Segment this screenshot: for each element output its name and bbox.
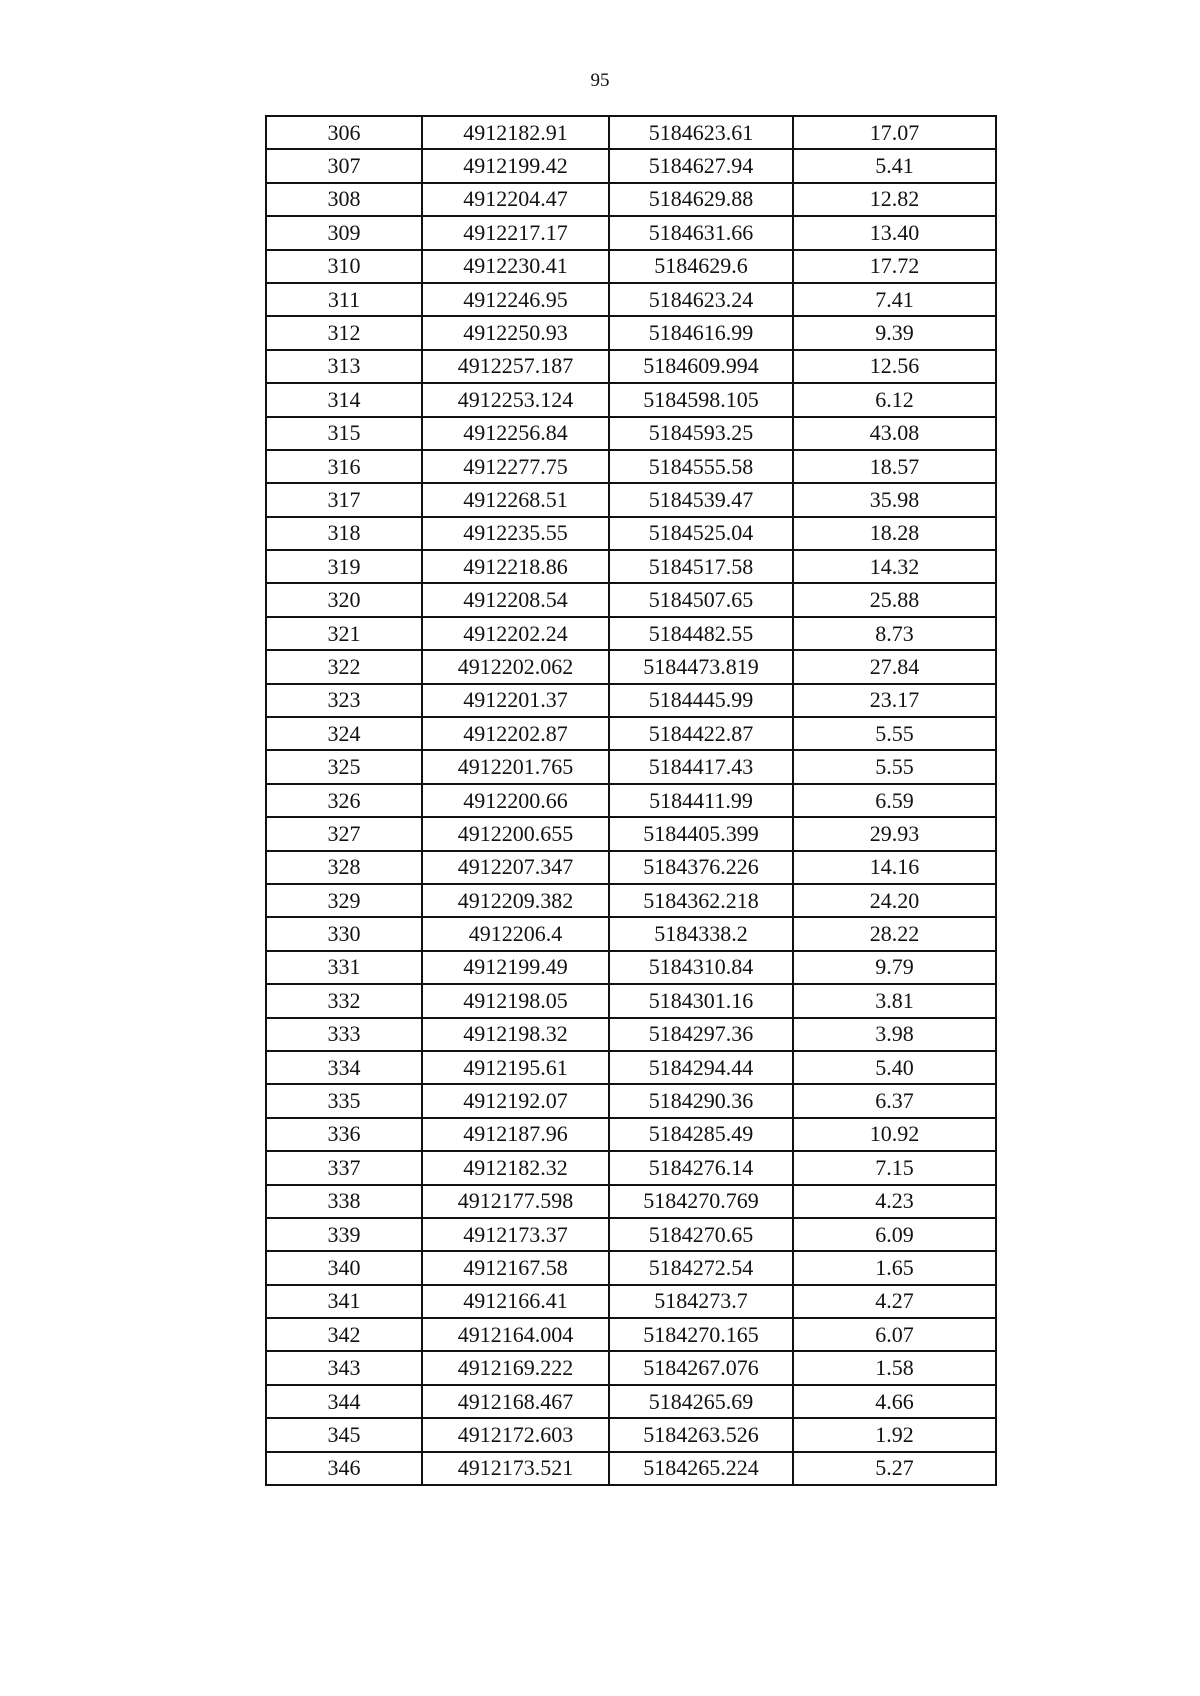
distance-cell: 4.23 <box>793 1185 996 1218</box>
table-row <box>266 1051 996 1084</box>
y-coordinate-cell: 5184270.65 <box>609 1218 793 1251</box>
distance-cell: 17.07 <box>793 116 996 149</box>
table-row <box>266 817 996 850</box>
x-coordinate-cell: 4912182.91 <box>422 116 609 149</box>
distance-cell: 25.88 <box>793 583 996 616</box>
y-coordinate-cell: 5184290.36 <box>609 1084 793 1117</box>
point-number-cell: 343 <box>266 1351 422 1384</box>
point-number-cell: 342 <box>266 1318 422 1351</box>
table-row <box>266 250 996 283</box>
table-row <box>266 717 996 750</box>
y-coordinate-cell: 5184265.69 <box>609 1385 793 1418</box>
table-row <box>266 316 996 349</box>
x-coordinate-cell: 4912187.96 <box>422 1118 609 1151</box>
x-coordinate-cell: 4912200.655 <box>422 817 609 850</box>
x-coordinate-cell: 4912206.4 <box>422 917 609 950</box>
x-coordinate-cell: 4912204.47 <box>422 183 609 216</box>
y-coordinate-cell: 5184276.14 <box>609 1151 793 1184</box>
y-coordinate-cell: 5184445.99 <box>609 684 793 717</box>
table-row <box>266 1385 996 1418</box>
coordinates-table <box>265 115 997 1486</box>
y-coordinate-cell: 5184623.24 <box>609 283 793 316</box>
x-coordinate-cell: 4912201.37 <box>422 684 609 717</box>
distance-cell: 6.12 <box>793 383 996 416</box>
distance-cell: 9.39 <box>793 316 996 349</box>
point-number-cell: 311 <box>266 283 422 316</box>
point-number-cell: 339 <box>266 1218 422 1251</box>
table-row <box>266 149 996 182</box>
y-coordinate-cell: 5184273.7 <box>609 1285 793 1318</box>
distance-cell: 14.16 <box>793 851 996 884</box>
x-coordinate-cell: 4912177.598 <box>422 1185 609 1218</box>
table-row <box>266 951 996 984</box>
y-coordinate-cell: 5184310.84 <box>609 951 793 984</box>
point-number-cell: 329 <box>266 884 422 917</box>
x-coordinate-cell: 4912230.41 <box>422 250 609 283</box>
point-number-cell: 334 <box>266 1051 422 1084</box>
table-row <box>266 383 996 416</box>
point-number-cell: 332 <box>266 984 422 1017</box>
point-number-cell: 341 <box>266 1285 422 1318</box>
y-coordinate-cell: 5184297.36 <box>609 1018 793 1051</box>
x-coordinate-cell: 4912192.07 <box>422 1084 609 1117</box>
point-number-cell: 309 <box>266 216 422 249</box>
table-row <box>266 183 996 216</box>
point-number-cell: 314 <box>266 383 422 416</box>
x-coordinate-cell: 4912277.75 <box>422 450 609 483</box>
x-coordinate-cell: 4912202.24 <box>422 617 609 650</box>
table-row <box>266 283 996 316</box>
page-number: 95 <box>590 70 610 91</box>
distance-cell: 6.59 <box>793 784 996 817</box>
y-coordinate-cell: 5184555.58 <box>609 450 793 483</box>
distance-cell: 23.17 <box>793 684 996 717</box>
distance-cell: 10.92 <box>793 1118 996 1151</box>
table-row <box>266 116 996 149</box>
y-coordinate-cell: 5184616.99 <box>609 316 793 349</box>
point-number-cell: 318 <box>266 517 422 550</box>
distance-cell: 18.28 <box>793 517 996 550</box>
y-coordinate-cell: 5184362.218 <box>609 884 793 917</box>
x-coordinate-cell: 4912256.84 <box>422 417 609 450</box>
table-row <box>266 784 996 817</box>
table-row <box>266 216 996 249</box>
y-coordinate-cell: 5184267.076 <box>609 1351 793 1384</box>
point-number-cell: 328 <box>266 851 422 884</box>
x-coordinate-cell: 4912168.467 <box>422 1385 609 1418</box>
x-coordinate-cell: 4912257.187 <box>422 350 609 383</box>
y-coordinate-cell: 5184517.58 <box>609 550 793 583</box>
y-coordinate-cell: 5184294.44 <box>609 1051 793 1084</box>
distance-cell: 3.98 <box>793 1018 996 1051</box>
x-coordinate-cell: 4912268.51 <box>422 483 609 516</box>
x-coordinate-cell: 4912164.004 <box>422 1318 609 1351</box>
y-coordinate-cell: 5184285.49 <box>609 1118 793 1151</box>
distance-cell: 5.55 <box>793 750 996 783</box>
point-number-cell: 340 <box>266 1251 422 1284</box>
point-number-cell: 317 <box>266 483 422 516</box>
distance-cell: 8.73 <box>793 617 996 650</box>
point-number-cell: 338 <box>266 1185 422 1218</box>
point-number-cell: 307 <box>266 149 422 182</box>
x-coordinate-cell: 4912169.222 <box>422 1351 609 1384</box>
distance-cell: 7.15 <box>793 1151 996 1184</box>
table-row <box>266 1018 996 1051</box>
x-coordinate-cell: 4912200.66 <box>422 784 609 817</box>
point-number-cell: 321 <box>266 617 422 650</box>
x-coordinate-cell: 4912199.49 <box>422 951 609 984</box>
table-row <box>266 1251 996 1284</box>
point-number-cell: 313 <box>266 350 422 383</box>
point-number-cell: 325 <box>266 750 422 783</box>
distance-cell: 43.08 <box>793 417 996 450</box>
point-number-cell: 323 <box>266 684 422 717</box>
table-row <box>266 1084 996 1117</box>
x-coordinate-cell: 4912198.32 <box>422 1018 609 1051</box>
distance-cell: 6.07 <box>793 1318 996 1351</box>
point-number-cell: 346 <box>266 1452 422 1485</box>
x-coordinate-cell: 4912246.95 <box>422 283 609 316</box>
table-row <box>266 517 996 550</box>
point-number-cell: 324 <box>266 717 422 750</box>
distance-cell: 7.41 <box>793 283 996 316</box>
distance-cell: 12.56 <box>793 350 996 383</box>
table-row <box>266 650 996 683</box>
x-coordinate-cell: 4912209.382 <box>422 884 609 917</box>
point-number-cell: 345 <box>266 1418 422 1451</box>
y-coordinate-cell: 5184411.99 <box>609 784 793 817</box>
table-row <box>266 684 996 717</box>
y-coordinate-cell: 5184629.88 <box>609 183 793 216</box>
point-number-cell: 315 <box>266 417 422 450</box>
point-number-cell: 306 <box>266 116 422 149</box>
y-coordinate-cell: 5184270.165 <box>609 1318 793 1351</box>
distance-cell: 29.93 <box>793 817 996 850</box>
point-number-cell: 344 <box>266 1385 422 1418</box>
y-coordinate-cell: 5184270.769 <box>609 1185 793 1218</box>
y-coordinate-cell: 5184609.994 <box>609 350 793 383</box>
distance-cell: 17.72 <box>793 250 996 283</box>
point-number-cell: 310 <box>266 250 422 283</box>
distance-cell: 3.81 <box>793 984 996 1017</box>
table-row <box>266 1351 996 1384</box>
y-coordinate-cell: 5184265.224 <box>609 1452 793 1485</box>
y-coordinate-cell: 5184525.04 <box>609 517 793 550</box>
distance-cell: 18.57 <box>793 450 996 483</box>
y-coordinate-cell: 5184627.94 <box>609 149 793 182</box>
distance-cell: 24.20 <box>793 884 996 917</box>
x-coordinate-cell: 4912166.41 <box>422 1285 609 1318</box>
distance-cell: 1.92 <box>793 1418 996 1451</box>
table-row <box>266 617 996 650</box>
table-row <box>266 851 996 884</box>
point-number-cell: 322 <box>266 650 422 683</box>
x-coordinate-cell: 4912218.86 <box>422 550 609 583</box>
table-row <box>266 350 996 383</box>
table-row <box>266 917 996 950</box>
x-coordinate-cell: 4912201.765 <box>422 750 609 783</box>
x-coordinate-cell: 4912202.062 <box>422 650 609 683</box>
distance-cell: 5.27 <box>793 1452 996 1485</box>
x-coordinate-cell: 4912167.58 <box>422 1251 609 1284</box>
point-number-cell: 333 <box>266 1018 422 1051</box>
table-row <box>266 1218 996 1251</box>
y-coordinate-cell: 5184507.65 <box>609 583 793 616</box>
point-number-cell: 327 <box>266 817 422 850</box>
table-row <box>266 1452 996 1485</box>
table-row <box>266 1318 996 1351</box>
x-coordinate-cell: 4912253.124 <box>422 383 609 416</box>
distance-cell: 1.58 <box>793 1351 996 1384</box>
distance-cell: 6.09 <box>793 1218 996 1251</box>
table-row <box>266 483 996 516</box>
table-row <box>266 450 996 483</box>
distance-cell: 35.98 <box>793 483 996 516</box>
point-number-cell: 336 <box>266 1118 422 1151</box>
y-coordinate-cell: 5184405.399 <box>609 817 793 850</box>
x-coordinate-cell: 4912182.32 <box>422 1151 609 1184</box>
y-coordinate-cell: 5184539.47 <box>609 483 793 516</box>
point-number-cell: 330 <box>266 917 422 950</box>
point-number-cell: 308 <box>266 183 422 216</box>
x-coordinate-cell: 4912202.87 <box>422 717 609 750</box>
table-row <box>266 884 996 917</box>
distance-cell: 5.55 <box>793 717 996 750</box>
y-coordinate-cell: 5184272.54 <box>609 1251 793 1284</box>
x-coordinate-cell: 4912173.37 <box>422 1218 609 1251</box>
distance-cell: 9.79 <box>793 951 996 984</box>
y-coordinate-cell: 5184301.16 <box>609 984 793 1017</box>
x-coordinate-cell: 4912208.54 <box>422 583 609 616</box>
point-number-cell: 316 <box>266 450 422 483</box>
x-coordinate-cell: 4912207.347 <box>422 851 609 884</box>
x-coordinate-cell: 4912173.521 <box>422 1452 609 1485</box>
distance-cell: 6.37 <box>793 1084 996 1117</box>
coordinates-table-body <box>266 116 996 1485</box>
point-number-cell: 337 <box>266 1151 422 1184</box>
table-row <box>266 583 996 616</box>
table-row <box>266 984 996 1017</box>
point-number-cell: 335 <box>266 1084 422 1117</box>
x-coordinate-cell: 4912235.55 <box>422 517 609 550</box>
table-row <box>266 1151 996 1184</box>
y-coordinate-cell: 5184417.43 <box>609 750 793 783</box>
table-row <box>266 750 996 783</box>
point-number-cell: 312 <box>266 316 422 349</box>
distance-cell: 5.41 <box>793 149 996 182</box>
y-coordinate-cell: 5184631.66 <box>609 216 793 249</box>
distance-cell: 5.40 <box>793 1051 996 1084</box>
distance-cell: 4.66 <box>793 1385 996 1418</box>
table-row <box>266 1118 996 1151</box>
table-row <box>266 1185 996 1218</box>
distance-cell: 4.27 <box>793 1285 996 1318</box>
y-coordinate-cell: 5184598.105 <box>609 383 793 416</box>
point-number-cell: 319 <box>266 550 422 583</box>
x-coordinate-cell: 4912199.42 <box>422 149 609 182</box>
y-coordinate-cell: 5184376.226 <box>609 851 793 884</box>
x-coordinate-cell: 4912217.17 <box>422 216 609 249</box>
x-coordinate-cell: 4912172.603 <box>422 1418 609 1451</box>
x-coordinate-cell: 4912198.05 <box>422 984 609 1017</box>
y-coordinate-cell: 5184629.6 <box>609 250 793 283</box>
point-number-cell: 326 <box>266 784 422 817</box>
y-coordinate-cell: 5184623.61 <box>609 116 793 149</box>
y-coordinate-cell: 5184473.819 <box>609 650 793 683</box>
y-coordinate-cell: 5184422.87 <box>609 717 793 750</box>
y-coordinate-cell: 5184263.526 <box>609 1418 793 1451</box>
distance-cell: 14.32 <box>793 550 996 583</box>
distance-cell: 28.22 <box>793 917 996 950</box>
table-row <box>266 1285 996 1318</box>
distance-cell: 13.40 <box>793 216 996 249</box>
y-coordinate-cell: 5184593.25 <box>609 417 793 450</box>
point-number-cell: 331 <box>266 951 422 984</box>
y-coordinate-cell: 5184482.55 <box>609 617 793 650</box>
distance-cell: 12.82 <box>793 183 996 216</box>
table-row <box>266 550 996 583</box>
y-coordinate-cell: 5184338.2 <box>609 917 793 950</box>
x-coordinate-cell: 4912195.61 <box>422 1051 609 1084</box>
distance-cell: 27.84 <box>793 650 996 683</box>
x-coordinate-cell: 4912250.93 <box>422 316 609 349</box>
distance-cell: 1.65 <box>793 1251 996 1284</box>
point-number-cell: 320 <box>266 583 422 616</box>
table-row <box>266 417 996 450</box>
table-row <box>266 1418 996 1451</box>
